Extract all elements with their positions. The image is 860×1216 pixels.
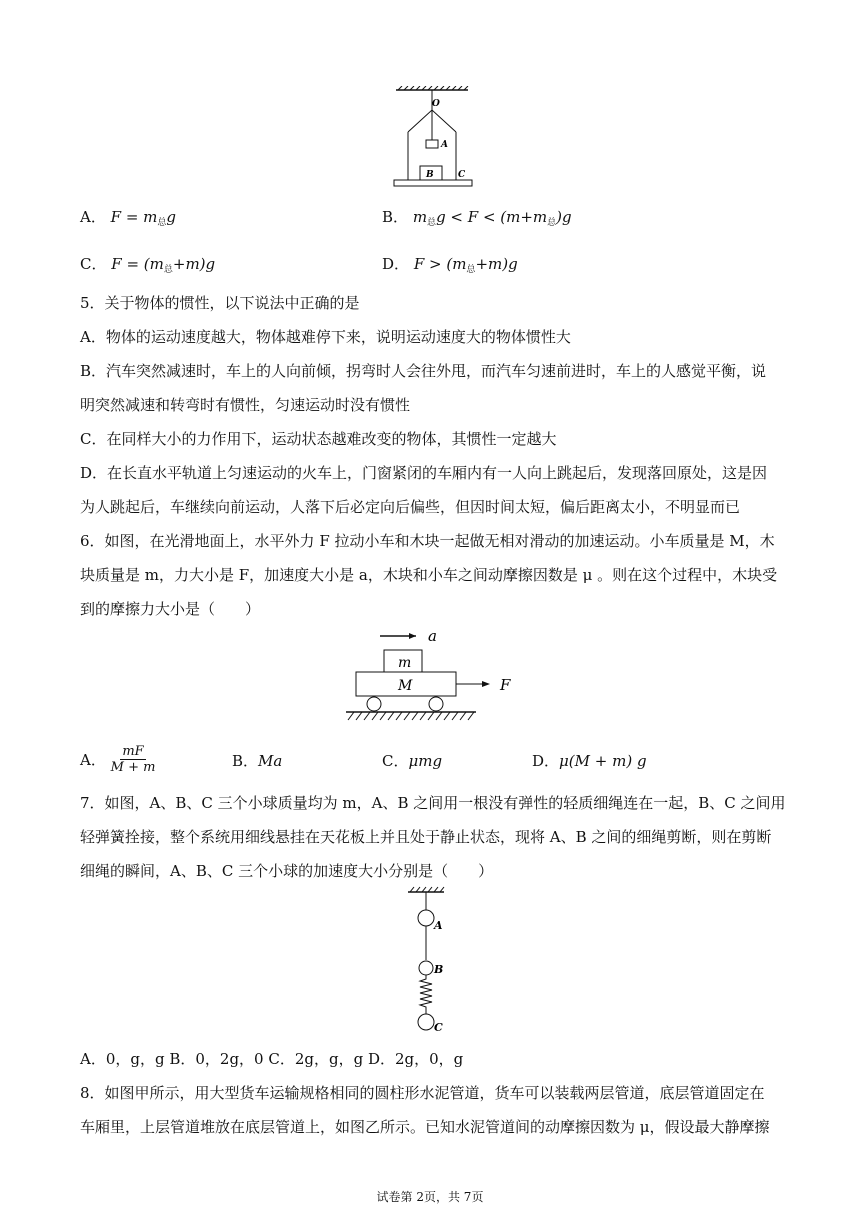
page-footer: 试卷第 2页，共 7页 xyxy=(376,1190,484,1204)
q6-stem-line2: 块质量是 m，力大小是 F，加速度大小是 a，木块和小车之间动摩擦因数是 μ 。则在这个过程中，木块受 xyxy=(80,566,778,584)
ball-label-C: C xyxy=(434,1021,443,1034)
label-B: B xyxy=(426,170,434,180)
label-O: O xyxy=(432,99,440,109)
label-M: M xyxy=(398,678,413,694)
figure-hanging-box xyxy=(388,86,478,190)
q5-option-a: A．物体的运动速度越大，物体越难停下来，说明运动速度大的物体惯性大 xyxy=(80,328,571,346)
q5-option-b-line2: 明突然减速和转弯时有惯性，匀速运动时没有惯性 xyxy=(80,396,411,414)
label-F: F xyxy=(500,676,511,694)
q6-option-a: A． $\frac{mF}{M + m}$ xyxy=(80,744,156,775)
q5-option-b-line1: B．汽车突然减速时，车上的人向前倾，拐弯时人会往外甩，而汽车匀速前进时，车上的人感觉平衡，说 xyxy=(80,362,767,380)
label-a: a xyxy=(428,627,437,645)
ball-label-B: B xyxy=(434,963,444,976)
q5-option-d-line2: 为人跳起后，车继续向前运动，人落下后必定向后偏些，但因时间太短，偏后距离太小，不明显而已 xyxy=(80,498,741,516)
label-m: m xyxy=(398,655,412,671)
q6-option-c: C．μmg xyxy=(382,752,443,770)
q8-stem-line2: 车厢里，上层管道堆放在底层管道上，如图乙所示。已知水泥管道间的动摩擦因数为 μ，假设最大静摩擦 xyxy=(80,1118,770,1136)
label-C: C xyxy=(458,170,466,180)
q6-stem-line1: 6．如图，在光滑地面上，水平外力 F 拉动小车和木块一起做无相对滑动的加速运动。小车质量是 M，木 xyxy=(80,532,775,550)
q8-stem-line1: 8．如图甲所示，用大型货车运输规格相同的圆柱形水泥管道，货车可以装载两层管道，底层管道固定在 xyxy=(80,1084,765,1102)
q4-option-b: B． $m_总g < F < (m+m_总)g$ xyxy=(382,208,572,228)
figure-three-balls xyxy=(404,886,454,1036)
q6-stem-line3: 到的摩擦力大小是（ ） xyxy=(80,600,261,618)
q4-option-a: A． $F = m_总g$ xyxy=(80,208,176,228)
q7-stem-line2: 轻弹簧拴接，整个系统用细线悬挂在天花板上并且处于静止状态，现将 A、B 之间的细绳剪断，则在剪断 xyxy=(80,828,772,846)
q7-stem-line1: 7．如图，A、B、C 三个小球质量均为 m，A、B 之间用一根没有弹性的轻质细绳连在一起，B、C 之间用 xyxy=(80,794,786,812)
q4-option-c: C． $F = (m_总+m)g$ xyxy=(80,255,216,275)
ball-label-A: A xyxy=(434,919,443,932)
q7-stem-line3: 细绳的瞬间，A、B、C 三个小球的加速度大小分别是（ ） xyxy=(80,862,494,880)
q6-option-b: B．Ma xyxy=(232,752,283,770)
q5-option-c: C．在同样大小的力作用下，运动状态越难改变的物体，其惯性一定越大 xyxy=(80,430,557,448)
q6-option-d: D．μ(M + m) g xyxy=(532,752,647,770)
q5-option-d-line1: D．在长直水平轨道上匀速运动的火车上，门窗紧闭的车厢内有一人向上跳起后，发现落回原处，这是因 xyxy=(80,464,768,482)
figure-cart-block xyxy=(340,624,530,724)
q5-stem: 5．关于物体的惯性，以下说法中正确的是 xyxy=(80,294,360,312)
q4-option-d: D． $F > (m_总+m)g$ xyxy=(382,255,518,275)
label-A: A xyxy=(441,140,448,150)
q7-options: A．0，g，g B．0，2g，0 C．2g，g，g D．2g，0，g xyxy=(80,1050,464,1068)
